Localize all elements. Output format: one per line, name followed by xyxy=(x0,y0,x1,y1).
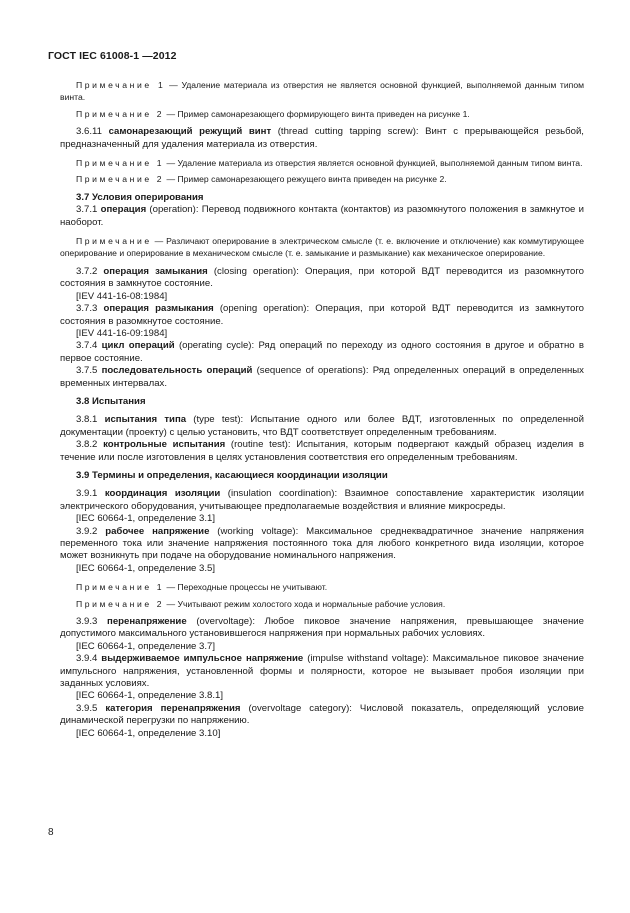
term: рабочее напряжение xyxy=(105,525,210,537)
note-text: — Переходные процессы не учитывают. xyxy=(164,582,328,593)
definition-3-7-2: 3.7.2 операция замыкания (closing operation): Операция, при которой ВДТ переводится из разомкнутого состояния в замкнутое состояние. xyxy=(60,265,584,290)
section-heading-3-9: 3.9 Термины и определения, касающиеся координации изоляции xyxy=(76,469,388,481)
reference: [IEV 441-16-09:1984] xyxy=(76,327,168,339)
term: самонарезающий режущий винт xyxy=(108,126,272,138)
note xyxy=(60,79,584,104)
reference: [IEC 60664-1, определение 3.10] xyxy=(76,727,221,739)
section-heading-3-8: 3.8 Испытания xyxy=(76,395,146,407)
note-label: Примечание 1 xyxy=(76,582,165,593)
note-text: — Удаление материала из отверстия не является основной функцией, выполняемой данным типом винта. xyxy=(60,80,585,103)
definition-3-9-3: 3.9.3 перенапряжение (overvoltage): Любое пиковое значение напряжения, превышающее значение допустимого максимального установившегося напряжения при нормальных рабочих условиях. xyxy=(60,616,584,640)
reference: [IEC 60664-1, определение 3.7] xyxy=(76,640,216,652)
note-text: — Различают оперирование в электрическом смысле (т. е. включение и отключение) как коммутирующее оперирование и оперирование в механическом смысле (т. е. замыкание и размыкание) как механическое оперирование. xyxy=(60,236,584,259)
page-number: 8 xyxy=(48,827,54,838)
term: категория перенапряжения xyxy=(105,702,241,714)
definition-3-9-5: 3.9.5 категория перенапряжения (overvoltage category): Числовой показатель, определяющий условие динамической перегрузки по напряжению. xyxy=(60,702,584,727)
note-label: Примечание 1 xyxy=(76,80,166,90)
note-text: — Пример самонарезающего режущего винта приведен на рисунке 2. xyxy=(164,174,447,185)
reference: [IEC 60664-1, определение 3.5] xyxy=(76,562,216,574)
definition-3-7-3: 3.7.3 операция размыкания (opening operation): Операция, при которой ВДТ переводится из замкнутого состояния в разомкнутое состояние. xyxy=(60,303,584,327)
term: координация изоляции xyxy=(104,488,221,500)
definition-3-8-1: 3.8.1 испытания типа (type test): Испытание одного или более ВДТ, изготовленных по определенной документации (проекту) с целью установить, что ВДТ соответствует определенным требованиям. xyxy=(60,414,584,438)
term: испытания типа xyxy=(104,414,187,426)
reference: [IEV 441-16-08:1984] xyxy=(76,290,168,302)
definition-3-9-1: 3.9.1 координация изоляции (insulation coordination): Взаимное сопоставление характеристик изоляции электрического оборудования, учитывающее предполагаемые воздействия и влияние микросреды. xyxy=(60,488,584,512)
term: контрольные испытания xyxy=(103,439,226,451)
document-body xyxy=(60,79,584,740)
term: операция xyxy=(100,204,147,216)
reference: [IEC 60664-1, определение 3.8.1] xyxy=(76,690,224,702)
definition-3-9-2: 3.9.2 рабочее напряжение (working voltage): Максимальное среднеквадратичное значение напряжения переменного тока или значение напряжения постоянного тока для любого конкретного вида изоляции, которое может возникнуть при подаче на оборудование номинального напряжения. xyxy=(60,525,584,562)
note xyxy=(60,581,584,593)
definition-3-8-2: 3.8.2 контрольные испытания (routine test): Испытания, которым подвергают каждый образец изделия в течение или после изготовления в целях установления соответствия его определенным требованиям. xyxy=(60,439,584,463)
note-text: — Удаление материала из отверстия является основной функцией, выполняемой данным типом винта. xyxy=(164,158,583,169)
definition-3-6-11: 3.6.11 самонарезающий режущий винт (thread cutting tapping screw): Винт с прерывающейся резьбой, предназначенный для удаления материала из отверстия. xyxy=(60,126,584,150)
reference: [IEC 60664-1, определение 3.1] xyxy=(76,513,216,525)
term: перенапряжение xyxy=(107,616,187,628)
section-heading-3-7: 3.7 Условия оперирования xyxy=(76,191,204,203)
note xyxy=(60,108,584,120)
note-text: — Пример самонарезающего формирующего винта приведен на рисунке 1. xyxy=(164,108,470,119)
note xyxy=(60,173,584,185)
definition-3-7-5: 3.7.5 последовательность операций (sequence of operations): Ряд определенных операций в определенных временных интервалах. xyxy=(60,365,584,389)
note xyxy=(60,235,584,260)
note-label: Примечание xyxy=(76,236,152,247)
definition-3-9-4: 3.9.4 выдерживаемое импульсное напряжение (impulse withstand voltage): Максимальное пиковое значение импульсного напряжения, установленной формы и полярности, которое не вызывает пробоя изоляции при заданных условиях. xyxy=(60,653,584,690)
note xyxy=(60,598,584,610)
term: операция замыкания xyxy=(103,265,208,277)
definition-3-7-4: 3.7.4 цикл операций (operating cycle): Ряд операций по переходу из одного состояния в другое и обратно в первое состояние. xyxy=(60,340,584,364)
note-label: Примечание 2 xyxy=(76,108,165,119)
document-header: ГОСТ IEC 61008-1 —2012 xyxy=(48,50,177,62)
term: последовательность операций xyxy=(101,365,253,377)
note-label: Примечание 1 xyxy=(76,158,165,169)
note-text: — Учитывают режим холостого хода и нормальные рабочие условия. xyxy=(164,598,446,609)
term: цикл операций xyxy=(101,340,175,352)
term: операция размыкания xyxy=(103,303,214,315)
definition-3-7-1: 3.7.1 операция (operation): Перевод подвижного контакта (контактов) из разомкнутого положения в замкнутое и наоборот. xyxy=(60,204,584,228)
note xyxy=(60,157,584,169)
note-label: Примечание 2 xyxy=(76,174,165,185)
note-label: Примечание 2 xyxy=(76,598,165,609)
term: выдерживаемое импульсное напряжение xyxy=(101,653,304,665)
